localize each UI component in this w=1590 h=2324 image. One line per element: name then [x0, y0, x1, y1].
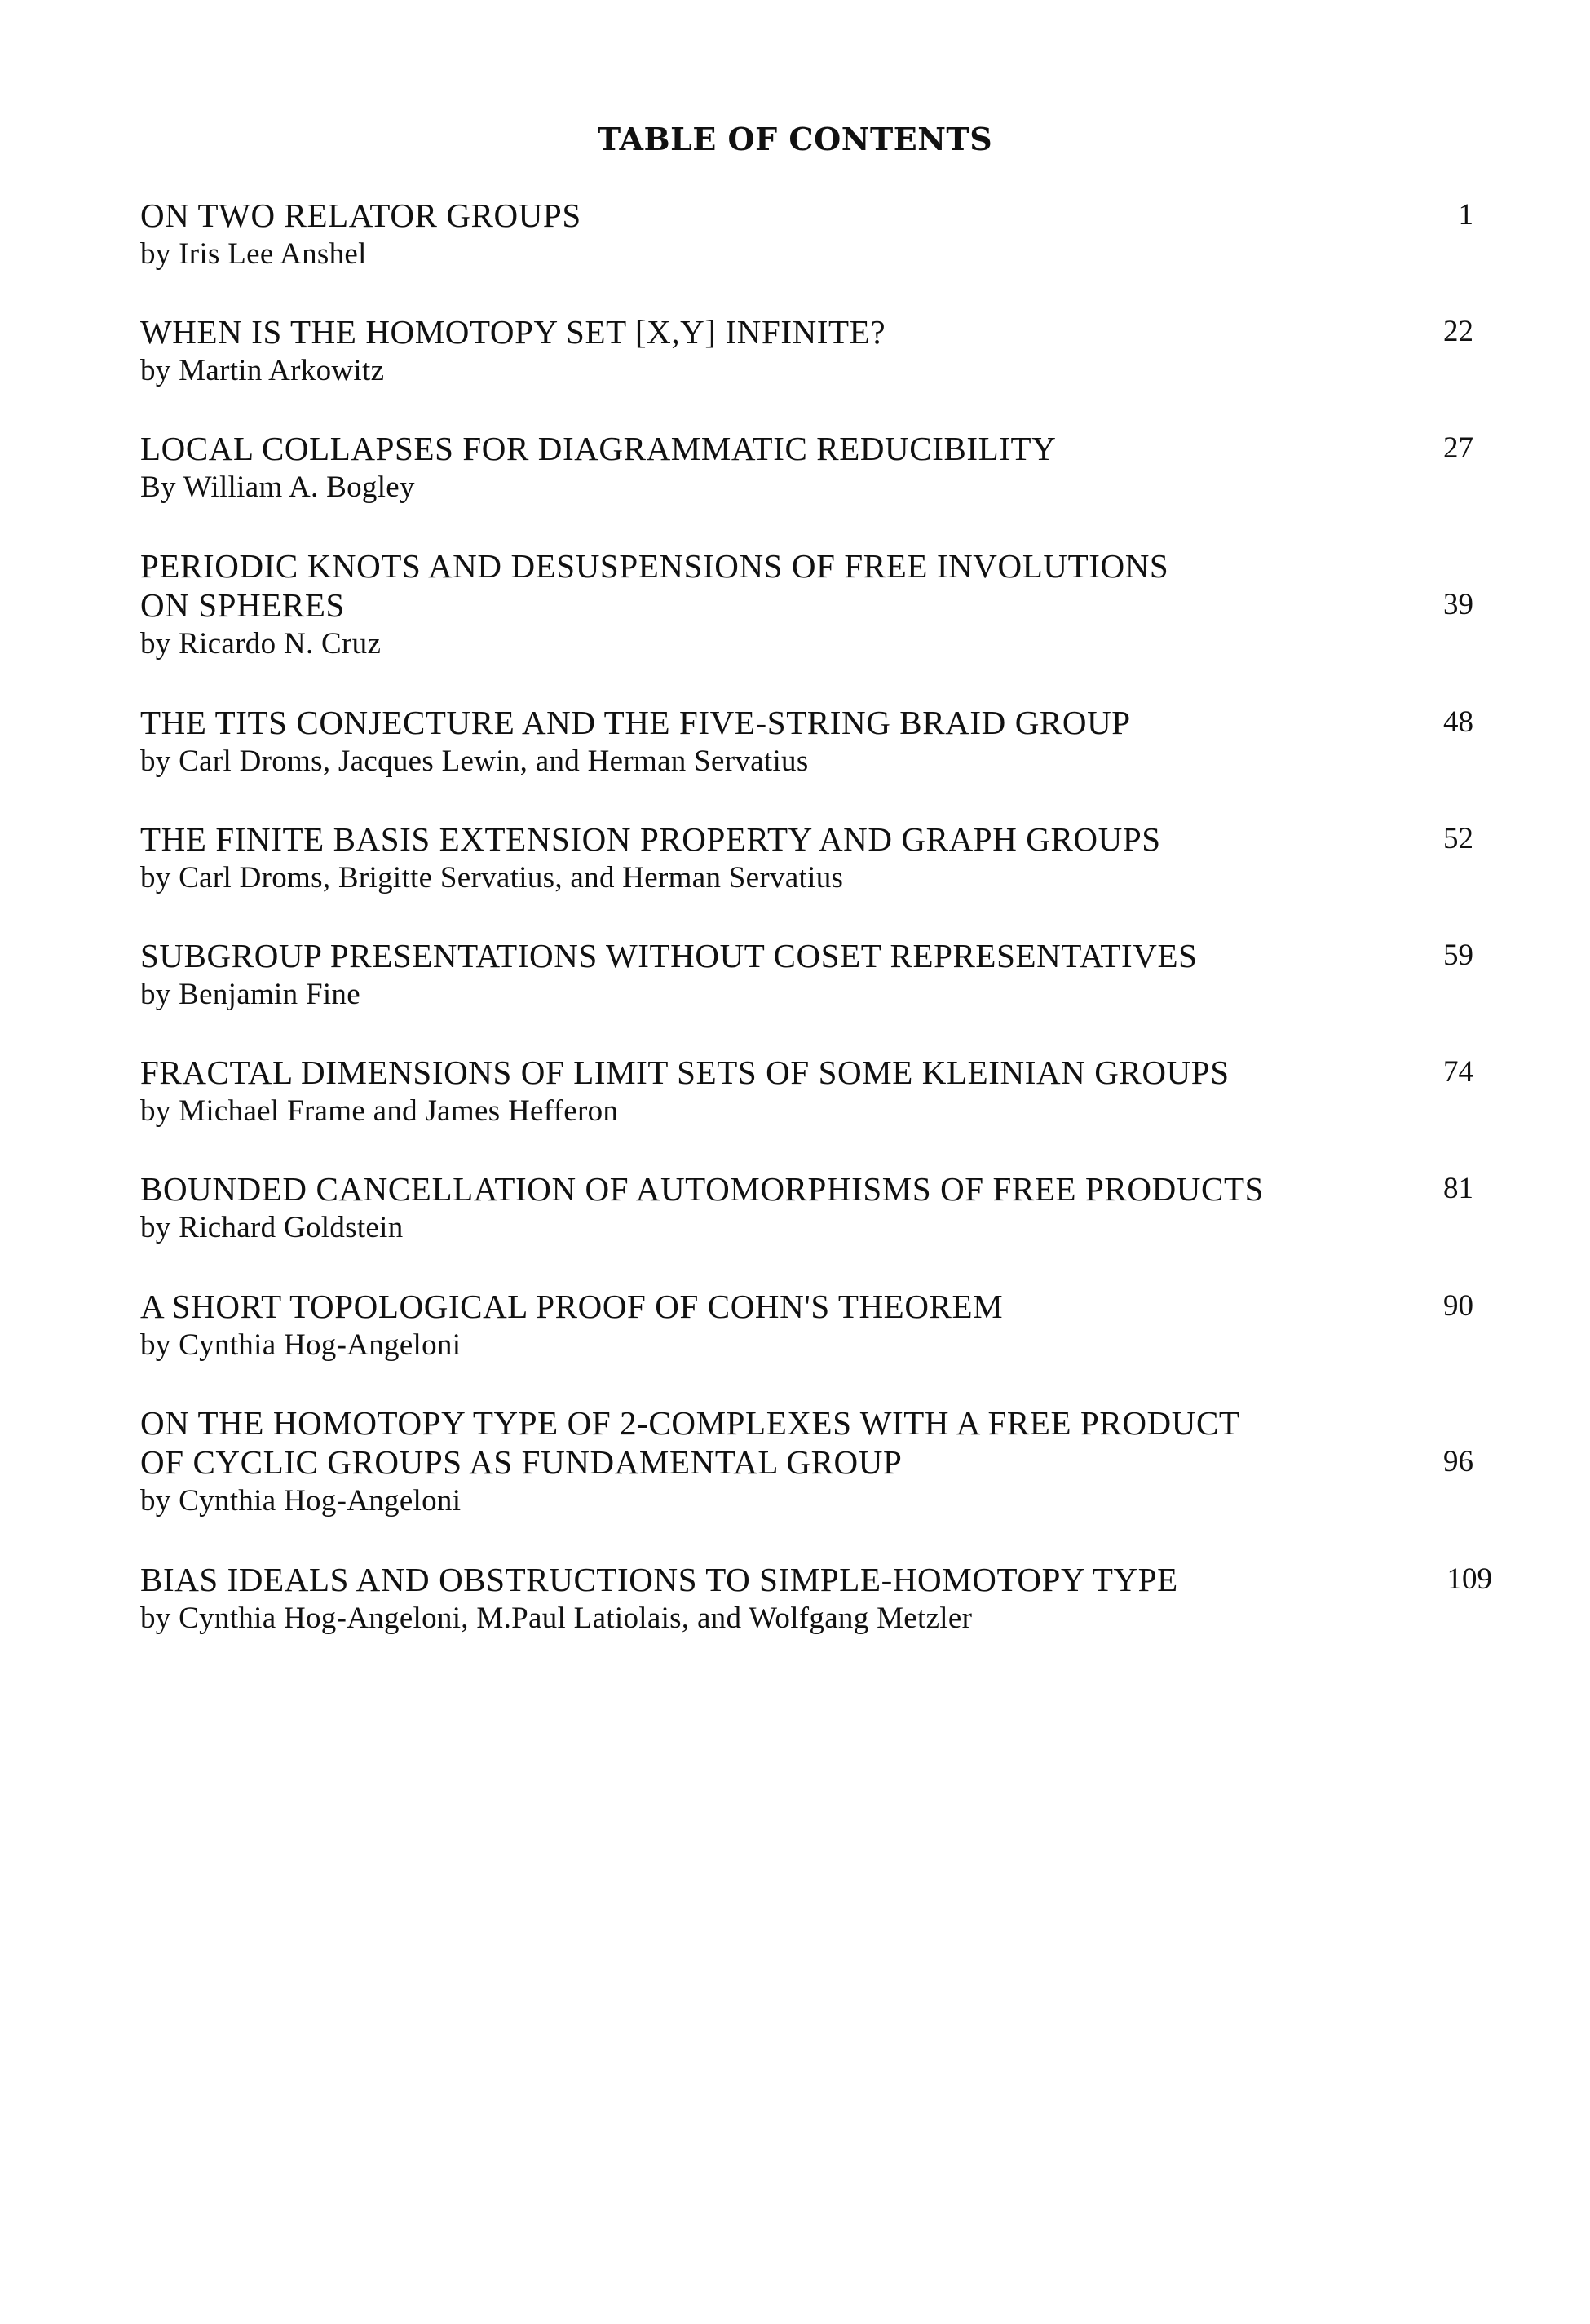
- entry-author: By William A. Bogley: [140, 471, 415, 504]
- entry-title: SUBGROUP PRESENTATIONS WITHOUT COSET REPRESENTATIVES: [140, 937, 1198, 974]
- entry-title: BOUNDED CANCELLATION OF AUTOMORPHISMS OF FREE PRODUCTS: [140, 1170, 1264, 1208]
- entry-page-number: 74: [1443, 1055, 1473, 1089]
- entry-author: by Ricardo N. Cruz: [140, 627, 382, 661]
- entry-author: by Martin Arkowitz: [140, 354, 385, 387]
- toc-entry: [140, 1287, 1473, 1365]
- toc-entry: [140, 1053, 1473, 1131]
- entry-page-number: 48: [1443, 705, 1473, 739]
- toc-entry: [140, 936, 1473, 1014]
- entry-page-number: 27: [1443, 431, 1473, 465]
- entry-page-number: 1: [1458, 198, 1473, 232]
- toc-entry: [140, 1169, 1473, 1248]
- toc-entry: [140, 312, 1473, 391]
- entry-title: THE FINITE BASIS EXTENSION PROPERTY AND GRAPH GROUPS: [140, 820, 1161, 858]
- entry-author: by Cynthia Hog-Angeloni: [140, 1484, 462, 1518]
- entry-page-number: 109: [1446, 1562, 1492, 1596]
- toc-entry: [140, 1403, 1473, 1521]
- entry-title: ON THE HOMOTOPY TYPE OF 2-COMPLEXES WITH A FREE PRODUCT: [140, 1404, 1240, 1442]
- entry-author: by Richard Goldstein: [140, 1211, 404, 1244]
- entry-title: FRACTAL DIMENSIONS OF LIMIT SETS OF SOME KLEINIAN GROUPS: [140, 1054, 1230, 1091]
- entry-author: by Iris Lee Anshel: [140, 237, 367, 271]
- entry-title: A SHORT TOPOLOGICAL PROOF OF COHN'S THEOREM: [140, 1288, 1004, 1325]
- entry-author: by Cynthia Hog-Angeloni, M.Paul Latiolais, and Wolfgang Metzler: [140, 1602, 973, 1635]
- entry-author: by Cynthia Hog-Angeloni: [140, 1328, 462, 1362]
- toc-entry: [140, 429, 1473, 507]
- entry-title: ON TWO RELATOR GROUPS: [140, 197, 581, 234]
- entry-page-number: 59: [1443, 939, 1473, 972]
- entry-page-number: 39: [1443, 588, 1473, 621]
- entry-page-number: 22: [1443, 315, 1473, 348]
- toc-entry: [140, 196, 1473, 274]
- entry-author: by Carl Droms, Brigitte Servatius, and Herman Servatius: [140, 861, 844, 895]
- entry-page-number: 90: [1443, 1289, 1473, 1323]
- entry-title: LOCAL COLLAPSES FOR DIAGRAMMATIC REDUCIBILITY: [140, 430, 1057, 467]
- entry-author: by Michael Frame and James Hefferon: [140, 1094, 619, 1128]
- entry-page-number: 81: [1443, 1172, 1473, 1205]
- toc-entry: [140, 820, 1473, 898]
- entry-author: by Carl Droms, Jacques Lewin, and Herman Servatius: [140, 744, 809, 778]
- toc-entry: [140, 703, 1473, 781]
- entry-title: PERIODIC KNOTS AND DESUSPENSIONS OF FREE INVOLUTIONS: [140, 547, 1169, 585]
- entry-page-number: 96: [1443, 1445, 1473, 1478]
- entry-title-continued: OF CYCLIC GROUPS AS FUNDAMENTAL GROUP: [140, 1443, 903, 1481]
- toc-entry: [140, 546, 1473, 664]
- entry-title: BIAS IDEALS AND OBSTRUCTIONS TO SIMPLE-HOMOTOPY TYPE: [140, 1561, 1178, 1598]
- entry-page-number: 52: [1443, 822, 1473, 855]
- entry-title: THE TITS CONJECTURE AND THE FIVE-STRING BRAID GROUP: [140, 704, 1131, 741]
- entry-title-continued: ON SPHERES: [140, 586, 345, 624]
- toc-entry: [140, 1560, 1492, 1638]
- entry-author: by Benjamin Fine: [140, 978, 360, 1011]
- page-title: TABLE OF CONTENTS: [597, 121, 993, 157]
- entry-title: WHEN IS THE HOMOTOPY SET [X,Y] INFINITE?: [140, 313, 886, 351]
